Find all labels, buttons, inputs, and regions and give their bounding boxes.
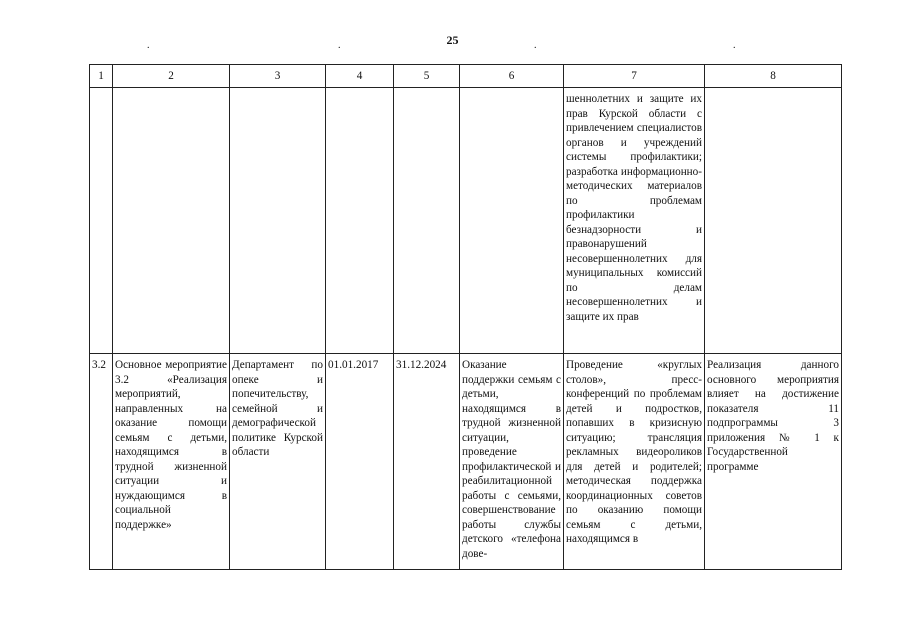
column-header: 8 <box>705 65 842 88</box>
empty-cell <box>326 88 394 354</box>
column-header: 5 <box>394 65 460 88</box>
scan-speck: . <box>733 40 736 51</box>
scan-speck: . <box>338 40 341 51</box>
column-header: 3 <box>230 65 326 88</box>
empty-cell <box>394 88 460 354</box>
main-directions-cell: шеннолетних и защите их прав Курской области с привлечением специалистов органов и учреждений системы профилактики; разработка информационно-методических материалов по проблемам профилактики безнадзорности и правонарушений несовершеннолетних для муниципальных комиссий по делам несовершеннолетних и защите их прав <box>564 88 705 354</box>
executor-cell: Департамент по опеке и попечительству, семейной и демографической политике Курской области <box>230 354 326 570</box>
measures-table <box>89 64 842 570</box>
empty-cell <box>705 88 842 354</box>
event-name-cell: Основное мероприятие 3.2 «Реализация мероприятий, направленных на оказание помощи семьям с детьми, находящимся в трудной жизненной ситуации и нуждающимся в социальной поддержке» <box>113 354 230 570</box>
empty-cell <box>230 88 326 354</box>
table-row-continued <box>90 88 842 354</box>
end-date-cell: 31.12.2024 <box>394 354 460 570</box>
row-number-cell: 3.2 <box>90 354 113 570</box>
main-directions-cell: Проведение «круглых столов», пресс-конференций по проблемам детей и подростков, попавших в кризисную ситуацию; трансляция рекламных видеороликов для детей и родителей; методическая поддержка координационных советов по оказанию помощи семьям с детьми, находящимся в <box>564 354 705 570</box>
empty-cell <box>90 88 113 354</box>
empty-cell <box>113 88 230 354</box>
empty-cell <box>460 88 564 354</box>
column-header: 7 <box>564 65 705 88</box>
column-header: 1 <box>90 65 113 88</box>
table-row-3-2 <box>90 354 842 570</box>
start-date-cell: 01.01.2017 <box>326 354 394 570</box>
header-row <box>90 65 842 88</box>
scan-speck: . <box>147 40 150 51</box>
expected-result-cell: Оказание поддержки семьям с детьми, находящимся в трудной жизненной ситуации, проведение профилактической и реабилитационной работы с семьями, совершенствование работы службы детского «телефона дове- <box>460 354 564 570</box>
column-header: 2 <box>113 65 230 88</box>
page-number: 25 <box>446 33 459 47</box>
indicator-link-cell: Реализация данного основного мероприятия влияет на достижение показателя 11 подпрограммы 3 приложения № 1 к Государственной программе <box>705 354 842 570</box>
column-header: 4 <box>326 65 394 88</box>
scan-speck: . <box>534 40 537 51</box>
column-header: 6 <box>460 65 564 88</box>
